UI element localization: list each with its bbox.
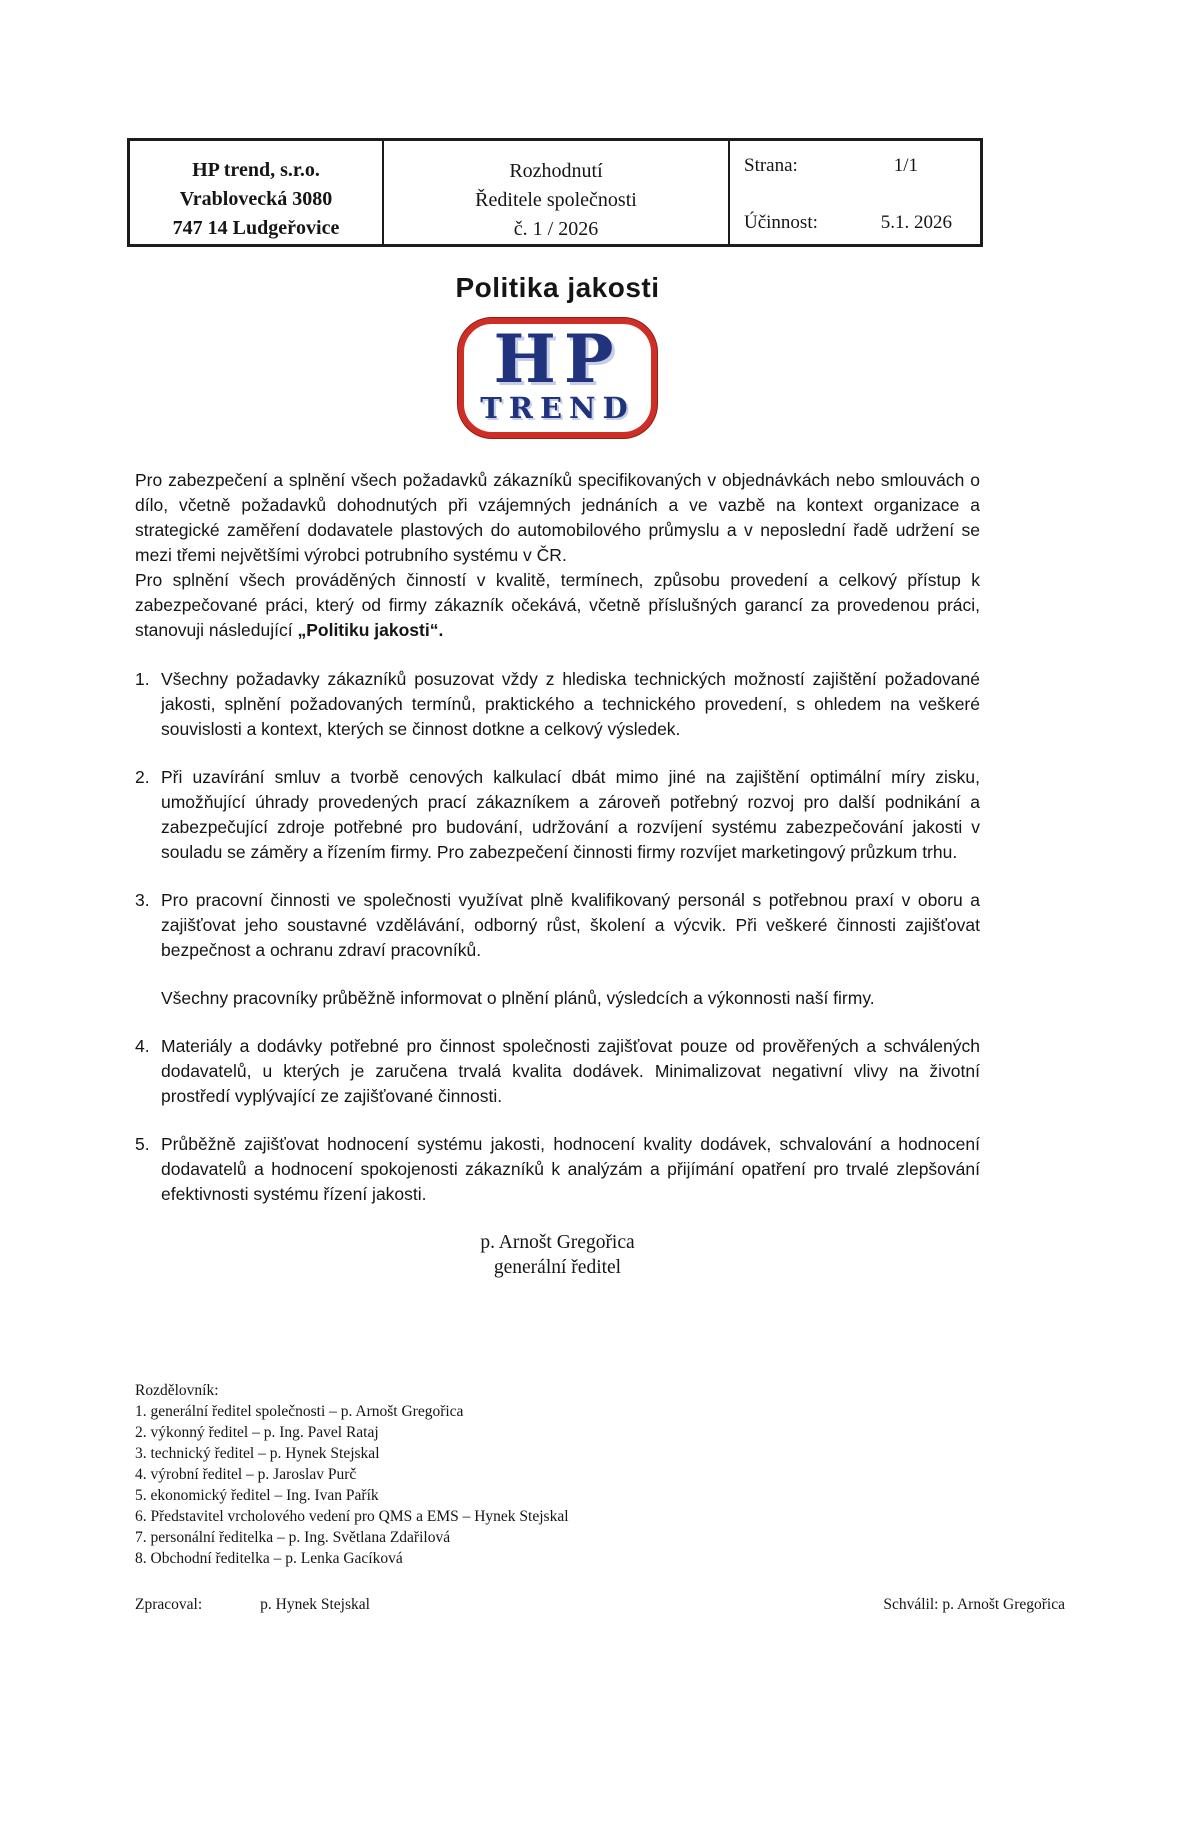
logo-trend-text: TREND bbox=[480, 391, 635, 425]
document-type-line2: Ředitele společnosti bbox=[475, 189, 637, 211]
distribution-item-6: 6. Představitel vrcholového vedení pro QMS a EMS – Hynek Stejskal bbox=[135, 1508, 569, 1525]
policy-item-4-number: 4. bbox=[135, 1036, 150, 1056]
distribution-list bbox=[135, 1380, 980, 1569]
distribution-item-4: 4. výrobní ředitel – p. Jaroslav Purč bbox=[135, 1466, 357, 1483]
policy-item-1-number: 1. bbox=[135, 669, 150, 689]
policy-item-5-text: Průběžně zajišťovat hodnocení systému jakosti, hodnocení kvality dodávek, schvalování a hodnocení dodavatelů a hodnocení spokojenosti zákazníků k analýzám a přijímání opatření pro trvalé zlepšování efektivnosti systému řízení jakosti. bbox=[161, 1134, 980, 1204]
policy-list bbox=[135, 667, 980, 1207]
effective-date-row bbox=[744, 212, 980, 234]
policy-item-4 bbox=[135, 1034, 980, 1109]
distribution-label: Rozdělovník: bbox=[135, 1382, 219, 1399]
logo-container bbox=[135, 318, 980, 438]
document-meta-cell bbox=[730, 141, 980, 244]
logo-hp-text: HP bbox=[493, 320, 622, 398]
policy-item-3-number: 3. bbox=[135, 890, 150, 910]
document-footer bbox=[135, 1596, 1065, 1614]
policy-item-5-number: 5. bbox=[135, 1134, 150, 1154]
policy-item-2-number: 2. bbox=[135, 767, 150, 787]
policy-item-3-extra: Všechny pracovníky průběžně informovat o plnění plánů, výsledcích a výkonnosti naší firmy. bbox=[161, 988, 875, 1008]
distribution-item-5: 5. ekonomický ředitel – Ing. Ivan Pařík bbox=[135, 1487, 379, 1504]
policy-item-1 bbox=[135, 667, 980, 742]
document-header-table bbox=[127, 138, 983, 247]
intro-paragraph-2 bbox=[135, 568, 980, 643]
signature-role: generální ředitel bbox=[493, 1257, 622, 1278]
approved-by: Schválil: p. Arnošt Gregořica bbox=[883, 1596, 1065, 1613]
distribution-item-2: 2. výkonný ředitel – p. Ing. Pavel Rataj bbox=[135, 1424, 379, 1441]
policy-item-5 bbox=[135, 1132, 980, 1207]
document-number: č. 1 / 2026 bbox=[513, 218, 599, 240]
signature-name: p. Arnošt Gregořica bbox=[480, 1232, 635, 1253]
effective-date-label: Účinnost: bbox=[744, 212, 818, 233]
policy-item-3-text: Pro pracovní činnosti ve společnosti využívat plně kvalifikovaný personál s potřebnou praxí v oboru a zajišťovat jeho soustavné vzdělávání, odborný růst, školení a výcvik. Při veškeré činnosti zajišťovat bezpečnost a ochranu zdraví pracovníků. bbox=[161, 890, 980, 960]
signature-block bbox=[135, 1230, 980, 1280]
effective-date-value: 5.1. 2026 bbox=[880, 212, 952, 233]
prepared-by-value: p. Hynek Stejskal bbox=[260, 1596, 370, 1613]
company-city: 747 14 Ludgeřovice bbox=[172, 217, 340, 239]
distribution-item-3: 3. technický ředitel – p. Hynek Stejskal bbox=[135, 1445, 380, 1462]
page-number-label: Strana: bbox=[744, 155, 798, 176]
company-address-cell bbox=[130, 141, 382, 244]
company-name: HP trend, s.r.o. bbox=[192, 159, 320, 181]
company-street: Vrablovecká 3080 bbox=[179, 188, 333, 210]
policy-item-2 bbox=[135, 765, 980, 865]
policy-item-2-text: Při uzavírání smluv a tvorbě cenových kalkulací dbát mimo jiné na zajištění optimální míry zisku, umožňující úhrady provedených prací zákazníkem a zároveň potřebný rozvoj pro další podnikání a zabezpečující zdroje potřebné pro budování, udržování a rozvíjení systému zabezpečování jakosti v souladu se záměry a řízením firmy. Pro zabezpečení činnosti firmy rozvíjet marketingový průzkum trhu. bbox=[161, 767, 980, 862]
policy-item-4-text: Materiály a dodávky potřebné pro činnost společnosti zajišťovat pouze od prověřených a schválených dodavatelů, u kterých je zaručena trvalá kvalita dodávek. Minimalizovat negativní vlivy na životní prostředí vyplývající ze zajišťované činnosti. bbox=[161, 1036, 980, 1106]
distribution-item-8: 8. Obchodní ředitelka – p. Lenka Gacíková bbox=[135, 1550, 403, 1567]
distribution-item-7: 7. personální ředitelka – p. Ing. Světlana Zdařilová bbox=[135, 1529, 451, 1546]
policy-item-3 bbox=[135, 888, 980, 963]
hp-trend-logo bbox=[458, 318, 656, 438]
policy-item-1-text: Všechny požadavky zákazníků posuzovat vždy z hlediska technických možností zajištění požadované jakosti, splnění požadovaných termínů, praktického a technického provedení, s ohledem na veškeré souvislosti a kontext, kterých se činnost dotkne a celkový výsledek. bbox=[161, 669, 980, 739]
intro-paragraph-1: Pro zabezpečení a splnění všech požadavků zákazníků specifikovaných v objednávkách nebo smlouvách o dílo, včetně požadavků dohodnutých při vzájemných jednáních a ve vazbě na kontext organizace a strategické zaměření dodavatele plastových do automobilového průmyslu a v neposlední řadě udržení se mezi třemi největšími výrobci potrubního systému v ČR. bbox=[135, 470, 980, 565]
page-number-row bbox=[744, 155, 980, 177]
document-type-cell bbox=[382, 141, 730, 244]
document-type-line1: Rozhodnutí bbox=[509, 160, 603, 182]
page-title: Politika jakosti bbox=[455, 272, 660, 303]
intro-paragraph-2-text: Pro splnění všech prováděných činností v kvalitě, termínech, způsobu provedení a celkový přístup k zabezpečované práci, který od firmy zákazník očekává, včetně příslušných garancí za provedenou práci, stanovuji následující bbox=[135, 570, 980, 640]
page-number-value: 1/1 bbox=[893, 155, 918, 176]
distribution-item-1: 1. generální ředitel společnosti – p. Arnošt Gregořica bbox=[135, 1403, 464, 1420]
prepared-by-label: Zpracoval: bbox=[135, 1596, 203, 1613]
document-page bbox=[135, 138, 1065, 1614]
policy-title-emphasis: „Politiku jakosti“. bbox=[297, 620, 444, 640]
